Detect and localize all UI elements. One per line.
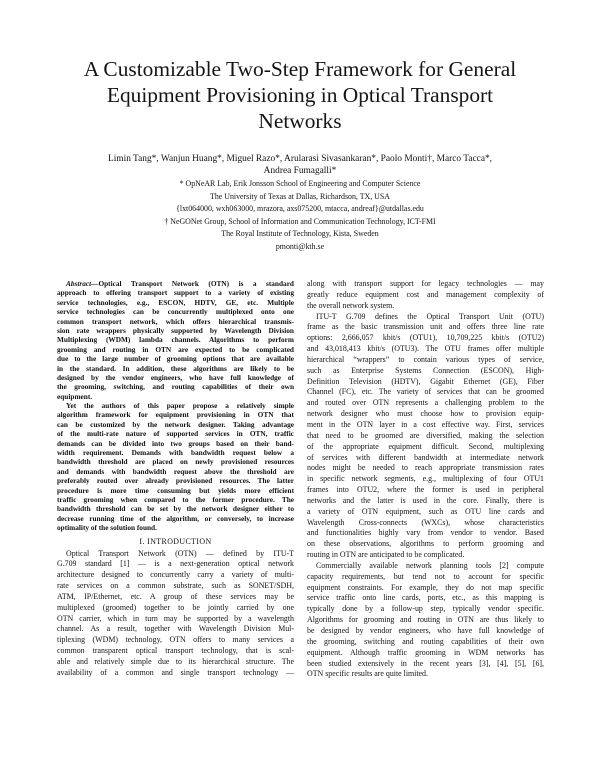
body-line: greatly reduce equipment cost and management complexity of <box>307 289 544 299</box>
abstract-line: preferably routed over already provisioned resources. The latter <box>57 476 294 486</box>
body-line: ITU-T G.709 defines the Optical Transport Unit (OTU) <box>316 311 544 321</box>
body-line: a variety of OTN equipment, such as OTU line cards and <box>307 506 544 516</box>
body-line: Wavelength Cross-connects (WXCs), whose characteristics <box>307 517 544 527</box>
body-line: the grooming, switching and routing capabilities of their own <box>307 636 544 646</box>
body-line: and 43,018,413 kbit/s (OTU3). The OTU frames offer multiple <box>307 344 544 354</box>
title-line: Networks <box>258 109 342 133</box>
abstract-line: approach to offering transport support to a variety of existing <box>57 288 294 298</box>
affiliation-line: The University of Texas at Dallas, Richardson, TX, USA <box>210 191 390 201</box>
abstract-line: designed by the vendor engineers, who have full knowledge of <box>57 372 294 382</box>
abstract-line: of the multi-rate nature of supported services in OTN, traffic <box>57 429 294 439</box>
body-line: routing in OTN are anticipated to be complicated. <box>307 550 465 560</box>
abstract-line: and demands with bandwidth request above the threshold are <box>57 466 294 476</box>
abstract-line: algorithm framework for equipment provisioning in OTN that <box>57 410 294 420</box>
body-line: and routed over OTN represents a challenging problem to the <box>307 398 544 408</box>
abstract-line: in the standard. In addition, these algorithms are likely to be <box>57 363 294 373</box>
abstract-line: sion rate wrappers physically supported by Wavelength Division <box>57 325 294 335</box>
body-line: tiplexing (WDM) technology, OTN offers to many services a <box>57 635 294 645</box>
introduction-text <box>57 549 294 679</box>
body-line: Optical Transport Network (OTN) — defined by ITU-T <box>66 548 294 558</box>
body-line: architecture designed to concurrently carry a variety of multi- <box>57 570 294 580</box>
body-line: G.709 standard [1] — is a next-generation optical network <box>57 559 294 569</box>
body-line: able and relatively simple due to its hierarchical structure. The <box>57 657 294 667</box>
body-line: Definition Television (HDTV), Gigabit Ethernet (GE), Fiber <box>307 376 544 386</box>
body-line: the overall network system. <box>307 300 395 310</box>
author-line: Limin Tang*, Wanjun Huang*, Miguel Razo*, Arularasi Sivasankaran*, Paolo Monti†, Marco Tacca*, <box>107 154 493 164</box>
body-line: be designed by vendor engineers, who have full knowledge of <box>307 626 544 635</box>
body-line: Channel (FC), etc. The variety of services that can be groomed <box>307 387 544 397</box>
abstract-line: procedure is more time consuming but yields more efficient <box>57 485 294 495</box>
body-line: capacity requirements, but tend not to account for specific <box>307 571 544 581</box>
abstract-first-line: Abstract—Optical Transport Network (OTN) is a standard <box>66 279 294 288</box>
body-line: of the appropriate equipment difficult. Second, multiplexing <box>307 441 544 451</box>
right-column-text <box>307 279 544 680</box>
abstract-line: the grooming, switching, and routing capabilities of their own <box>57 382 294 392</box>
abstract-line: service technologies can be concurrently multiplexed onto one <box>57 307 294 317</box>
body-line: OTN specific results are quite limited. <box>307 669 428 679</box>
body-line: frame as the basic transmission unit and offers three line rate <box>307 322 544 332</box>
author-list <box>40 153 560 177</box>
abstract-line: width requirement. Demands with bandwidth request below a <box>57 448 294 458</box>
left-column <box>57 279 294 679</box>
body-line: of services with different bandwidth at intermediate network <box>307 452 544 462</box>
body-line: such as Enterprise Systems Connection (ESCON), High- <box>307 365 544 375</box>
body-line: network designer who must choose how to provision equip- <box>307 409 544 419</box>
body-line: Algorithms for grooming and routing in OTN are thus likely to <box>307 615 544 625</box>
abstract-line: demands can be divided into two groups based on their band- <box>57 438 294 448</box>
abstract-line: due to the large number of grooming options that are available <box>57 354 294 364</box>
body-line: and functionalities highly vary from vendor to vendor. Based <box>307 528 544 538</box>
title-line: A Customizable Two-Step Framework for General <box>83 57 517 81</box>
abstract-line: traffic grooming when compared to the former procedure. The <box>57 495 294 504</box>
affiliation-line: † NeGONet Group, School of Information and Communication Technology, ICT-FMI <box>164 216 436 226</box>
affiliation-line: The Royal Institute of Technology, Kista, Sweden <box>221 229 379 238</box>
body-line: on these observations, algorithms to perform grooming and <box>307 539 544 549</box>
body-line: in specific network segments, e.g., multiplexing of four OTU1 <box>307 474 544 484</box>
abstract-line: Yet the authors of this paper propose a relatively simple <box>66 401 294 411</box>
abstract-line: decrease running time of the algorithm, or conversely, to increase <box>57 513 294 523</box>
body-line: common transparent optical transport technology, that is scal- <box>57 646 294 656</box>
body-line: that need to be groomed are diversified, making the selection <box>307 430 544 440</box>
body-line: been studied extensively in the recent years [3], [4], [5], [6], <box>307 658 544 668</box>
body-line: typically done by a follow-up step, typically vendor specific. <box>307 604 544 614</box>
abstract-line: can be customized by the network designer. Taking advantage <box>57 419 294 429</box>
abstract-line: optimality of the solution found. <box>57 523 157 533</box>
abstract-line: bandwidth threshold are placed on newly provisioned resources <box>57 457 294 467</box>
body-line: Commercially available network planning tools [2] compute <box>316 560 544 570</box>
affiliations <box>40 178 560 253</box>
body-line: equipment constraints. For example, they do not map specific <box>307 582 544 592</box>
body-line: ment in the OTN layer in a cost effective way. First, services <box>307 419 544 429</box>
body-line: options: 2,666,057 kbit/s (OTU1), 10,709,225 kbit/s (OTU2) <box>307 333 544 343</box>
abstract-line: grooming and routing in OTN are expected to be complicated <box>57 344 294 354</box>
body-line: networks and the latter is used in the core. Finally, there is <box>307 495 544 505</box>
body-line: service traffic onto line cards, ports, etc., as this mapping is <box>307 593 544 603</box>
body-line: equipment. Although traffic grooming in WDM networks has <box>307 647 544 657</box>
title-line: Equipment Provisioning in Optical Transport <box>106 83 494 107</box>
body-line: ATM, IP/Ethernet, etc. A group of these services may be <box>57 591 294 601</box>
body-line: multiplexed (groomed) together to be jointly carried by one <box>57 602 294 612</box>
abstract-line: equipment. <box>57 391 93 401</box>
body-line: channel. As a result, together with Wavelength Division Mul- <box>57 624 294 634</box>
author-line: Andrea Fumagalli* <box>263 166 337 176</box>
body-line: frames into OTU2, where the former is used in peripheral <box>307 485 544 495</box>
body-line: nodes might be needed to reach appropriate transmission rates <box>307 463 544 473</box>
section-heading-introduction: I. INTRODUCTION <box>139 536 212 546</box>
email-line: {lxt064000, wxh063000, mrazora, axs075200, mtacca, andreaf}@utdallas.edu <box>176 204 424 213</box>
abstract <box>57 279 294 533</box>
abstract-line: service technologies, e.g., ESCON, HDTV, GE, etc. Multiple <box>57 297 294 307</box>
right-column <box>307 279 544 680</box>
abstract-label: Abstract <box>66 279 92 288</box>
body-line: OTN carrier, which in turn may be supported by a wavelength <box>57 613 294 623</box>
email-line: pmonti@kth.se <box>275 241 325 251</box>
affiliation-line: * OpNeAR Lab, Erik Jonsson School of Engineering and Computer Science <box>179 179 421 188</box>
paper-title <box>40 56 560 134</box>
abstract-line: Multiplexing (WDM) lambda channels. Algorithms to perform <box>57 335 294 345</box>
body-line: rate services on a common substrate, such as SONET/SDH, <box>57 581 294 591</box>
abstract-line: bandwidth threshold can be set by the network designer either to <box>57 504 294 514</box>
body-line: along with transport support for legacy technologies — may <box>307 279 544 288</box>
body-line: availability of a common and single transport technology — <box>57 667 294 677</box>
body-line: hierarchical “wrappers” to contain various types of service, <box>307 354 544 364</box>
abstract-line: common transport network, which offers hierarchical transmis- <box>57 316 294 326</box>
